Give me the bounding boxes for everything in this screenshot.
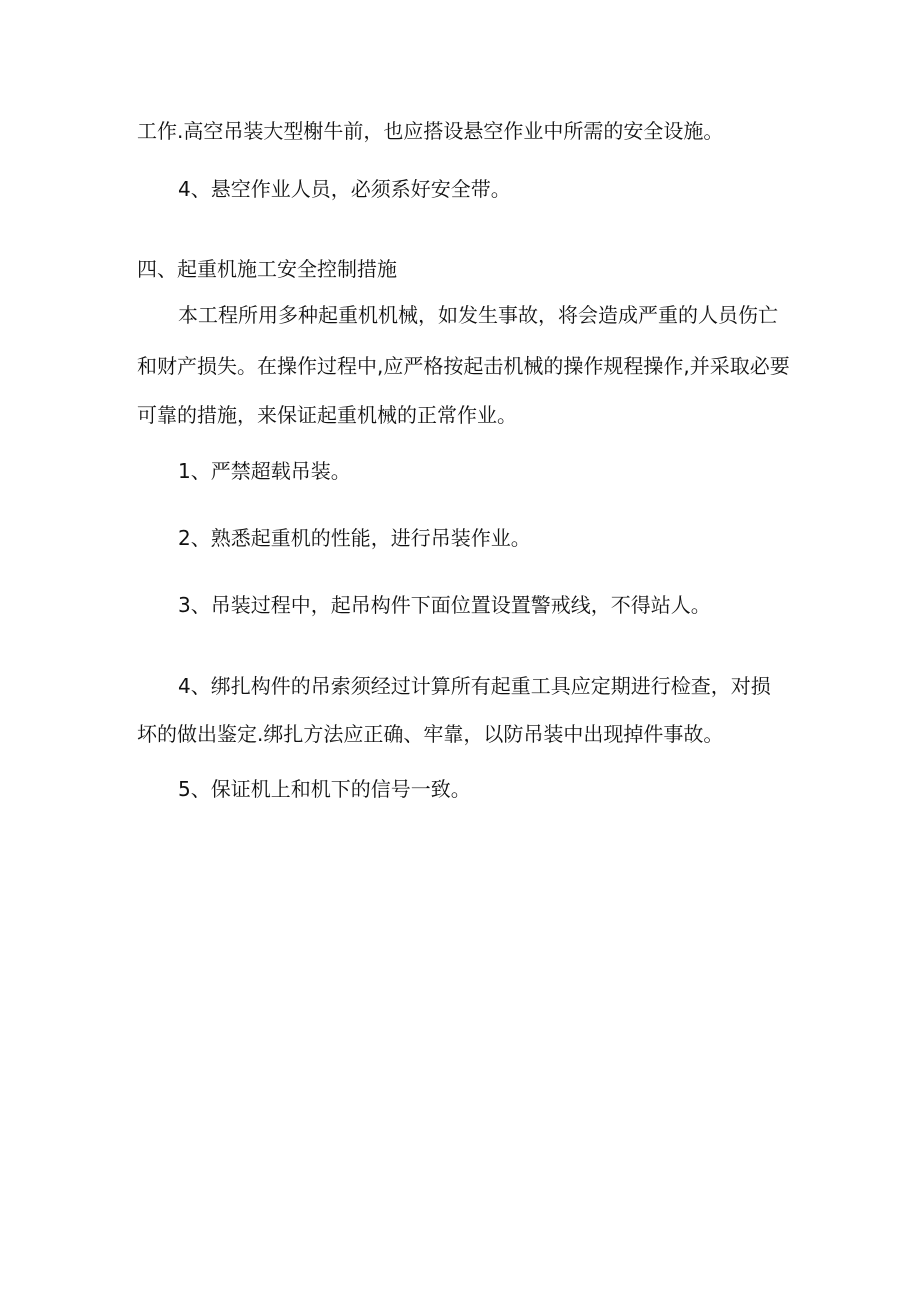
list-item-4-continuation: 坏的做出鉴定.绑扎方法应正确、牢靠，以防吊装中出现掉件事故。 — [137, 722, 724, 746]
list-item-5: 5、保证机上和机下的信号一致。 — [178, 777, 471, 801]
list-item-4-safety-belt: 4、悬空作业人员，必须系好安全带。 — [178, 177, 511, 201]
paragraph-line-continuation: 工作.高空吊装大型榭牛前，也应搭设悬空作业中所需的安全设施。 — [137, 119, 724, 143]
section-heading-4: 四、起重机施工安全控制措施 — [137, 257, 397, 281]
list-item-1: 1、严禁超载吊装。 — [178, 459, 351, 483]
paragraph-line: 和财产损失。在操作过程中,应严格按起击机械的操作规程操作,并采取必要 — [137, 354, 790, 378]
paragraph-line: 可靠的措施，来保证起重机械的正常作业。 — [137, 403, 517, 427]
paragraph-line: 本工程所用多种起重机机械，如发生事故，将会造成严重的人员伤亡 — [178, 303, 778, 327]
list-item-4: 4、绑扎构件的吊索须经过计算所有起重工具应定期进行检查，对损 — [178, 674, 771, 698]
list-item-2: 2、熟悉起重机的性能，进行吊装作业。 — [178, 526, 531, 550]
list-item-3: 3、吊装过程中，起吊构件下面位置设置警戒线，不得站人。 — [178, 593, 711, 617]
